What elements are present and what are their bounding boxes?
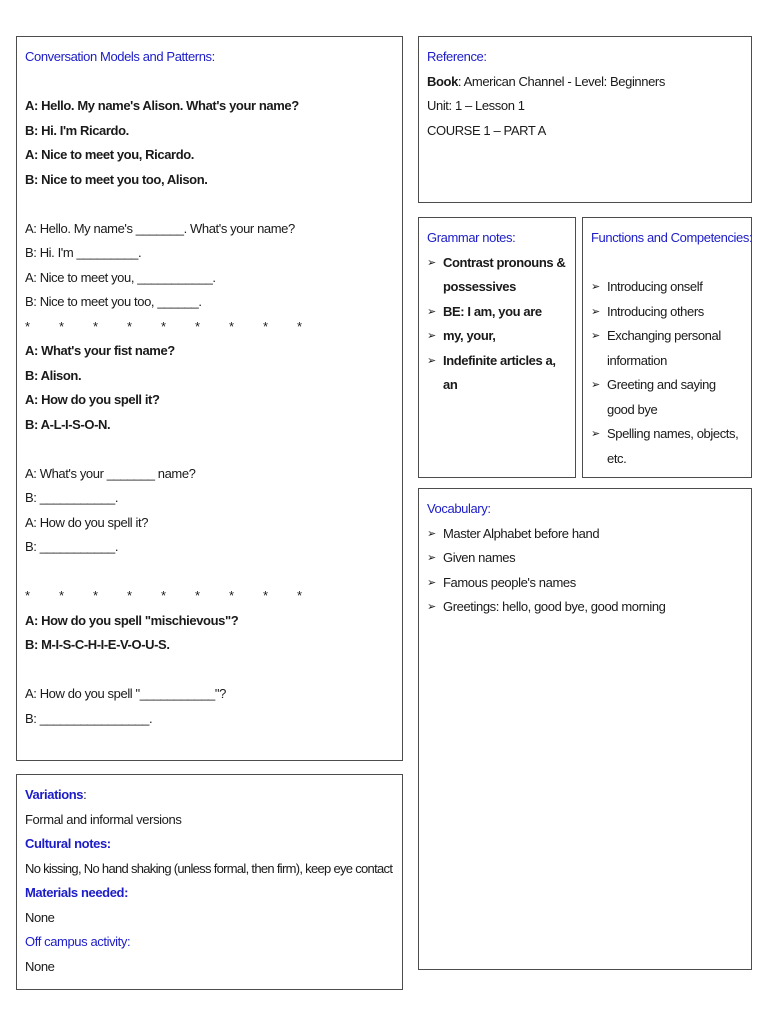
model3-line: A: How do you spell "mischievous"? — [25, 612, 239, 628]
cultural-value: No kissing, No hand shaking (unless formal, then firm), keep eye contact — [25, 860, 393, 876]
star: * — [263, 318, 268, 334]
grammar-item: ➢ Indefinite articles a, an — [427, 349, 567, 398]
variations-heading — [25, 783, 394, 808]
star: * — [161, 588, 166, 603]
variations-panel — [16, 774, 403, 990]
reference-course: COURSE 1 – PART A — [427, 122, 546, 138]
vocabulary-list — [427, 522, 743, 620]
book-value: : American Channel - Level: Beginners — [457, 73, 665, 89]
model3-line: B: M-I-S-C-H-I-E-V-O-U-S. — [25, 637, 170, 652]
star: * — [195, 318, 200, 334]
model1-line: B: Hi. I'm Ricardo. — [25, 122, 129, 138]
functions-item: ➢ Spelling names, objects, etc. — [591, 422, 743, 471]
practice1-line: B: Hi. I'm _________. — [25, 245, 142, 260]
model2-line: B: A-L-I-S-O-N. — [25, 416, 111, 432]
practice2-line: A: What's your _______ name? — [25, 465, 196, 481]
star: * — [25, 588, 30, 603]
vocabulary-title: Vocabulary: — [427, 501, 491, 516]
model1-line: B: Nice to meet you too, Alison. — [25, 171, 208, 187]
functions-item: ➢ Introducing onself — [591, 275, 743, 300]
functions-item: ➢ Greeting and saying good bye — [591, 373, 743, 422]
reference-title: Reference: — [427, 49, 487, 64]
star: * — [127, 588, 132, 603]
practice2-line: B: ___________. — [25, 490, 119, 505]
materials-title: Materials needed: — [25, 885, 129, 900]
practice1-line: B: Nice to meet you too, ______. — [25, 294, 202, 309]
star: * — [127, 318, 132, 334]
grammar-title: Grammar notes: — [427, 230, 516, 245]
vocabulary-item: ➢ Famous people's names — [427, 571, 743, 596]
functions-panel — [582, 217, 752, 478]
book-label: Book — [427, 73, 458, 89]
star: * — [297, 318, 302, 334]
offcampus-title: Off campus activity: — [25, 934, 131, 949]
model1-line: A: Hello. My name's Alison. What's your name? — [25, 98, 299, 113]
practice2-line: B: ___________. — [25, 539, 119, 554]
star: * — [59, 588, 64, 603]
offcampus-value: None — [25, 958, 55, 974]
vocabulary-panel — [418, 488, 752, 970]
star: * — [25, 318, 30, 334]
reference-book — [427, 70, 743, 95]
practice3-line: A: How do you spell "___________"? — [25, 686, 226, 701]
functions-list — [591, 275, 743, 471]
star: * — [195, 588, 200, 603]
conversation-title: Conversation Models and Patterns: — [25, 49, 215, 64]
functions-item: ➢ Exchanging personal information — [591, 324, 743, 373]
reference-panel — [418, 36, 752, 203]
practice1-line: A: Nice to meet you, ___________. — [25, 269, 216, 285]
variations-value: Formal and informal versions — [25, 811, 182, 827]
grammar-item: ➢ BE: I am, you are — [427, 300, 567, 325]
functions-item: ➢ Introducing others — [591, 300, 743, 325]
star: * — [59, 318, 64, 334]
functions-title: Functions and Competencies: — [591, 230, 753, 245]
star: * — [229, 318, 234, 334]
practice1-line: A: Hello. My name's _______. What's your name? — [25, 220, 295, 236]
practice2-line: A: How do you spell it? — [25, 514, 149, 530]
practice3-line: B: ________________. — [25, 710, 153, 726]
grammar-item: ➢ Contrast pronouns & possessives — [427, 251, 567, 300]
star: * — [93, 318, 98, 334]
vocabulary-item: ➢ Greetings: hello, good bye, good morning — [427, 595, 743, 620]
model1-line: A: Nice to meet you, Ricardo. — [25, 147, 194, 162]
cultural-title: Cultural notes: — [25, 836, 111, 851]
vocabulary-item: ➢ Given names — [427, 546, 743, 571]
star-divider — [25, 315, 394, 340]
vocabulary-item: ➢ Master Alphabet before hand — [427, 522, 743, 547]
grammar-item: ➢ my, your, — [427, 324, 567, 349]
star-divider — [25, 584, 394, 609]
grammar-panel — [418, 217, 576, 478]
star: * — [93, 588, 98, 603]
model2-line: B: Alison. — [25, 367, 82, 383]
star: * — [297, 588, 302, 603]
model2-line: A: What's your fist name? — [25, 343, 175, 358]
grammar-list — [427, 251, 567, 398]
star: * — [229, 588, 234, 603]
model2-line: A: How do you spell it? — [25, 392, 160, 407]
variations-title: Variations — [25, 787, 84, 802]
conversation-panel — [16, 36, 403, 761]
star: * — [161, 318, 166, 334]
star: * — [263, 588, 268, 603]
materials-value: None — [25, 909, 55, 925]
reference-unit: Unit: 1 – Lesson 1 — [427, 98, 525, 113]
variations-colon: : — [83, 787, 87, 802]
